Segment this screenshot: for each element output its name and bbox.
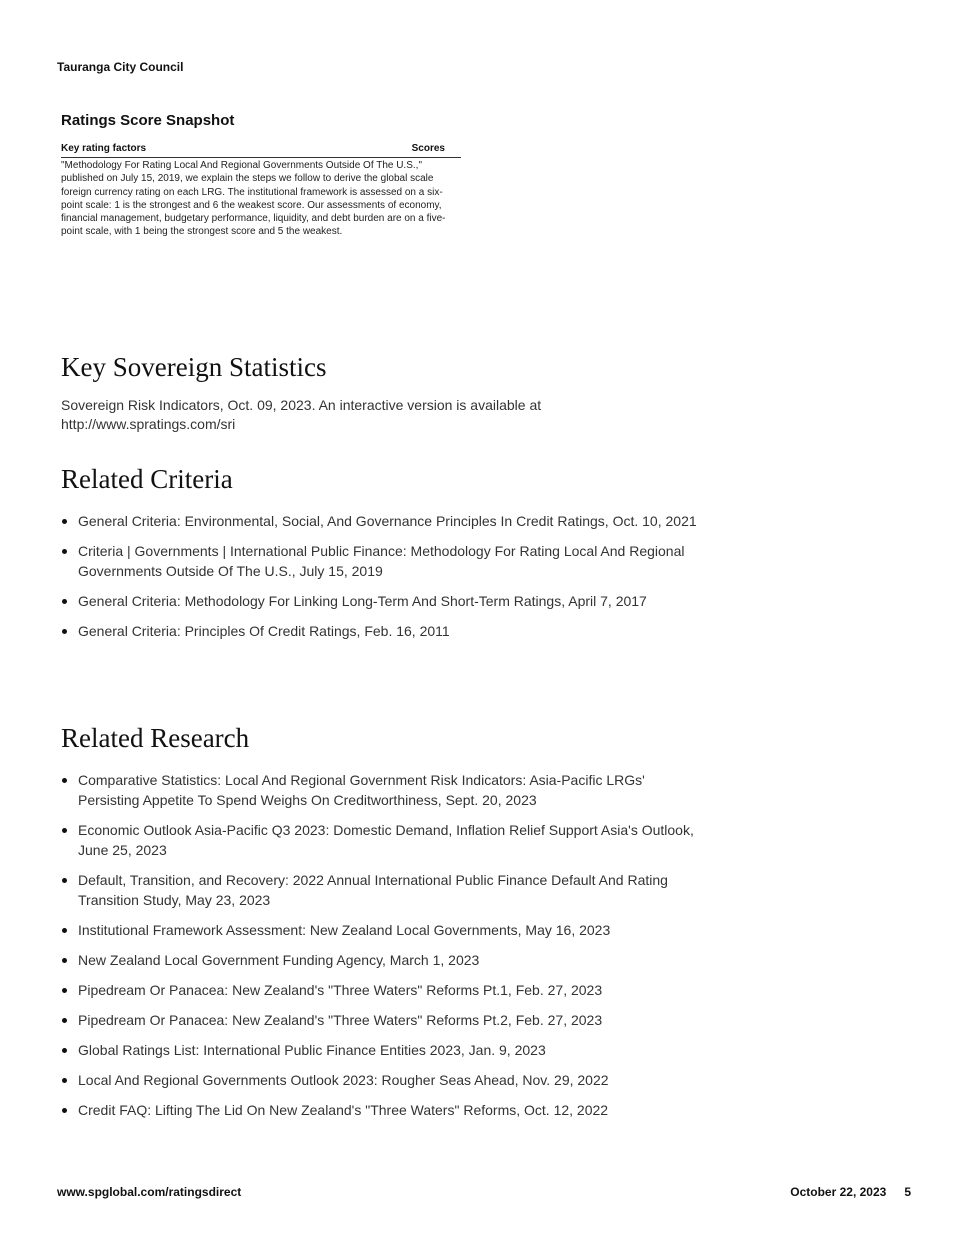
snapshot-methodology-note: "Methodology For Rating Local And Regional Governments Outside Of The U.S.," published on July 15, 2019, we explain the steps we follow to derive the global scale foreign currency rating on each LRG. The institutional framework is assessed on a six-point scale: 1 is the strongest and 6 the weakest score. Our assessments of economy, financial management, budgetary performance, liquidity, and debt burden are on a five-point scale, with 1 being the strongest score and 5 the weakest. bbox=[61, 160, 446, 238]
key-sovereign-statistics-title: Key Sovereign Statistics bbox=[61, 352, 327, 382]
list-item: New Zealand Local Government Funding Agency, March 1, 2023 bbox=[61, 950, 701, 970]
footer-meta bbox=[790, 1185, 911, 1199]
list-item: General Criteria: Environmental, Social, And Governance Principles In Credit Ratings, Oct. 10, 2021 bbox=[61, 511, 701, 531]
key-rating-factors-header: Key rating factors bbox=[61, 143, 147, 154]
list-item: Pipedream Or Panacea: New Zealand's "Three Waters" Reforms Pt.1, Feb. 27, 2023 bbox=[61, 980, 701, 1000]
related-research-title: Related Research bbox=[61, 723, 250, 753]
footer-url: www.spglobal.com/ratingsdirect bbox=[57, 1185, 242, 1199]
snapshot-title: Ratings Score Snapshot bbox=[61, 112, 235, 129]
related-research-list bbox=[61, 770, 701, 1130]
list-item: Global Ratings List: International Public Finance Entities 2023, Jan. 9, 2023 bbox=[61, 1040, 701, 1060]
scores-header: Scores bbox=[411, 143, 445, 154]
list-item: Pipedream Or Panacea: New Zealand's "Three Waters" Reforms Pt.2, Feb. 27, 2023 bbox=[61, 1010, 701, 1030]
list-item: Comparative Statistics: Local And Regional Government Risk Indicators: Asia-Pacific LRGs' Persisting Appetite To Spend Weighs On Creditworthiness, Sept. 20, 2023 bbox=[61, 770, 701, 810]
header-organization: Tauranga City Council bbox=[57, 60, 184, 74]
list-item: Institutional Framework Assessment: New Zealand Local Governments, May 16, 2023 bbox=[61, 920, 701, 940]
footer-date: October 22, 2023 bbox=[790, 1185, 887, 1199]
list-item: Default, Transition, and Recovery: 2022 Annual International Public Finance Default And Rating Transition Study, May 23, 2023 bbox=[61, 870, 701, 910]
list-item: General Criteria: Principles Of Credit Ratings, Feb. 16, 2011 bbox=[61, 621, 701, 641]
related-criteria-list bbox=[61, 511, 701, 651]
page-number: 5 bbox=[904, 1185, 911, 1199]
list-item: Criteria | Governments | International Public Finance: Methodology For Rating Local And Regional Governments Outside Of The U.S., July 15, 2019 bbox=[61, 541, 701, 581]
list-item: Local And Regional Governments Outlook 2023: Rougher Seas Ahead, Nov. 29, 2022 bbox=[61, 1070, 701, 1090]
sovereign-risk-indicators-text: Sovereign Risk Indicators, Oct. 09, 2023. An interactive version is available at http://www.spratings.com/sri bbox=[61, 397, 542, 432]
snapshot-table-header bbox=[61, 143, 461, 158]
related-criteria-title: Related Criteria bbox=[61, 464, 233, 494]
list-item: General Criteria: Methodology For Linking Long-Term And Short-Term Ratings, April 7, 2017 bbox=[61, 591, 701, 611]
ratings-score-snapshot bbox=[61, 112, 461, 239]
list-item: Economic Outlook Asia-Pacific Q3 2023: Domestic Demand, Inflation Relief Support Asia's Outlook, June 25, 2023 bbox=[61, 820, 701, 860]
list-item: Credit FAQ: Lifting The Lid On New Zealand's "Three Waters" Reforms, Oct. 12, 2022 bbox=[61, 1100, 701, 1120]
